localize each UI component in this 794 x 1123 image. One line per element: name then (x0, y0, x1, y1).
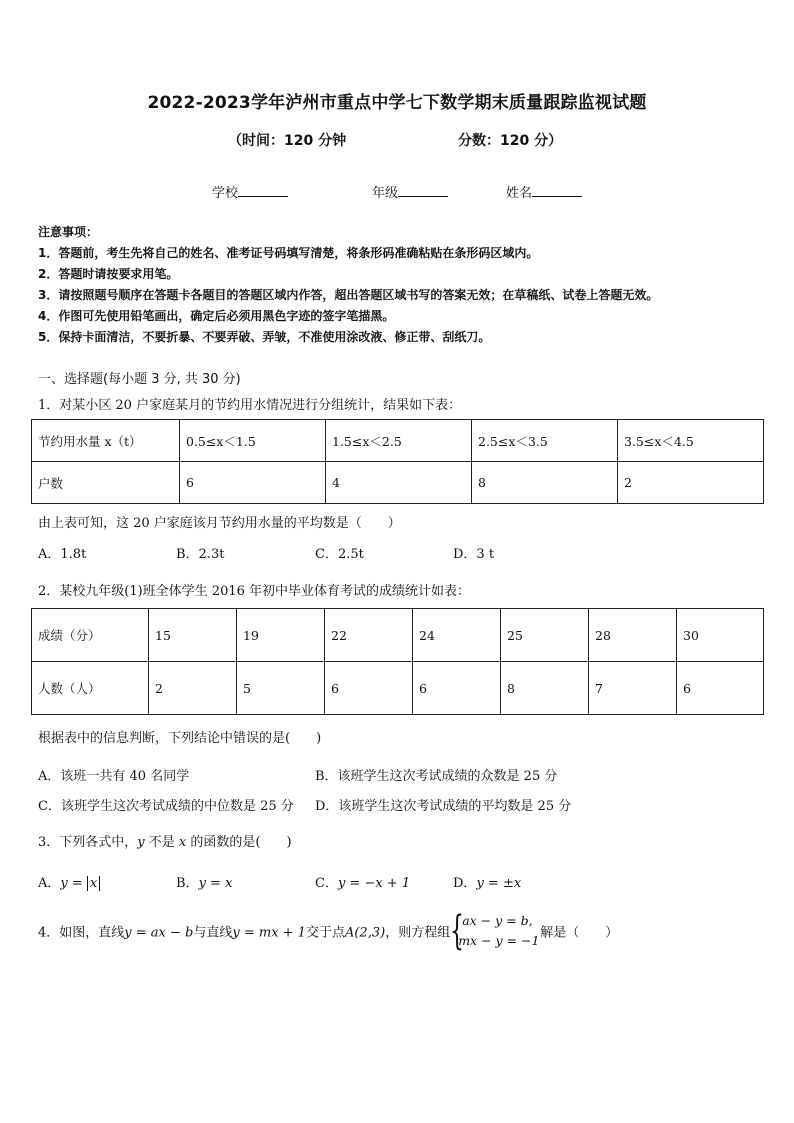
q4-point: A(2,3) (344, 925, 386, 941)
table-cell: 0.5≤x＜1.5 (180, 420, 326, 462)
q3-stem-post: 的函数的是( ) (186, 835, 292, 850)
q4-line1: y = ax − b (124, 925, 194, 941)
exam-time: （时间：120 分钟 (228, 133, 347, 149)
q3-stem-y: y (137, 835, 145, 850)
table-cell: 人数（人） (32, 662, 149, 715)
q1-option-b[interactable]: B．2.3t (176, 547, 225, 562)
table-cell: 19 (237, 609, 325, 662)
q1-stem: 1．对某小区 20 户家庭某月的节约用水情况进行分组统计，结果如下表： (38, 398, 462, 413)
note-item: 1．答题前，考生先将自己的姓名、准考证号码填写清楚，将条形码准确粘贴在条形码区域内。 (38, 246, 539, 260)
note-item: 3．请按照题号顺序在答题卡各题目的答题区域内作答，超出答题区域书写的答案无效；在草稿纸、试卷上答题无效。 (38, 288, 659, 302)
table-cell: 24 (413, 609, 501, 662)
table-row (32, 420, 764, 462)
q2-option-a[interactable]: A．该班一共有 40 名同学 (38, 769, 190, 784)
grade-blank[interactable] (398, 184, 448, 197)
exam-score: 分数：120 分） (458, 133, 563, 149)
q3-option-b-expr: y = x (198, 876, 233, 891)
table-cell: 5 (237, 662, 325, 715)
grade-label: 年级 (372, 186, 399, 201)
notes-heading: 注意事项： (38, 225, 99, 239)
q3-option-d-expr: y = ±x (476, 876, 522, 891)
q4-mid1: 与直线 (193, 925, 233, 941)
brace-icon: { (450, 908, 465, 954)
q3-stem-mid: 不是 (144, 835, 179, 850)
q3-option-a-label: A． (38, 876, 61, 891)
q4-post: 解是（ ） (540, 925, 619, 941)
q2-option-c[interactable]: C．该班学生这次考试成绩的中位数是 25 分 (38, 799, 294, 814)
table-cell: 成绩（分） (32, 609, 149, 662)
q3-option-b-label: B． (176, 876, 199, 891)
q4-equation-system (450, 908, 540, 954)
q1-question: 由上表可知，这 20 户家庭该月节约用水量的平均数是（ ） (38, 516, 401, 531)
name-label: 姓名 (506, 186, 533, 201)
q3-option-c[interactable] (315, 872, 410, 891)
q4-pre: 4．如图，直线 (38, 925, 125, 941)
q2-stem: 2．某校九年级(1)班全体学生 2016 年初中毕业体育考试的成绩统计如表： (38, 584, 471, 599)
q3-option-d[interactable] (453, 872, 521, 891)
grade-field[interactable] (372, 182, 448, 201)
table-cell: 28 (589, 609, 677, 662)
q1-option-c[interactable]: C．2.5t (315, 547, 364, 562)
q3-stem-pre: 3．下列各式中， (38, 835, 138, 850)
table-cell: 6 (325, 662, 413, 715)
table-cell: 4 (326, 462, 472, 504)
table-cell: 25 (501, 609, 589, 662)
q2-table (31, 608, 764, 715)
note-item: 4．作图可先使用铅笔画出，确定后必须用黑色字迹的签字笔描黑。 (38, 309, 395, 323)
school-field[interactable] (212, 182, 288, 201)
q2-question: 根据表中的信息判断，下列结论中错误的是( ) (38, 731, 322, 746)
table-cell: 6 (677, 662, 764, 715)
q3-option-b[interactable] (176, 872, 232, 891)
table-cell: 15 (149, 609, 237, 662)
table-cell: 8 (501, 662, 589, 715)
table-cell: 3.5≤x＜4.5 (618, 420, 764, 462)
table-cell: 2.5≤x＜3.5 (472, 420, 618, 462)
table-cell: 6 (413, 662, 501, 715)
q3-stem (38, 831, 292, 850)
table-row (32, 462, 764, 504)
q3-option-d-label: D． (453, 876, 477, 891)
q1-option-a[interactable]: A．1.8t (38, 547, 87, 562)
table-cell: 节约用水量 x（t） (32, 420, 180, 462)
q3-option-a-expr: y = (60, 876, 83, 891)
table-cell: 1.5≤x＜2.5 (326, 420, 472, 462)
table-cell: 户数 (32, 462, 180, 504)
note-item: 5．保持卡面清洁，不要折暴、不要弄破、弄皱，不准使用涂改液、修正带、刮纸刀。 (38, 330, 491, 344)
q4-mid2: 交于点 (305, 925, 345, 941)
school-blank[interactable] (238, 184, 288, 197)
table-cell: 2 (618, 462, 764, 504)
school-label: 学校 (212, 186, 239, 201)
q3-option-c-expr: y = −x + 1 (337, 876, 411, 891)
q2-option-b[interactable]: B．该班学生这次考试成绩的众数是 25 分 (315, 769, 558, 784)
q3-option-c-label: C． (315, 876, 338, 891)
q1-option-d[interactable]: D．3 t (453, 547, 495, 562)
q3-stem-x: x (178, 835, 187, 850)
q2-option-d[interactable]: D．该班学生这次考试成绩的平均数是 25 分 (315, 799, 572, 814)
q4-mid3: ，则方程组 (385, 925, 451, 941)
section-heading: 一、选择题(每小题 3 分, 共 30 分) (38, 372, 241, 387)
table-cell: 22 (325, 609, 413, 662)
table-row (32, 662, 764, 715)
table-cell: 8 (472, 462, 618, 504)
table-cell: 2 (149, 662, 237, 715)
table-cell: 30 (677, 609, 764, 662)
q4-eq2: mx − y = −1 (458, 933, 540, 948)
q4-line2: y = mx + 1 (232, 925, 306, 941)
table-cell: 7 (589, 662, 677, 715)
table-row (32, 609, 764, 662)
q4-eq1: ax − y = b, (462, 913, 533, 928)
page-title: 2022-2023学年泸州市重点中学七下数学期末质量跟踪监视试题 (147, 93, 647, 113)
table-cell: 6 (180, 462, 326, 504)
notes-block (38, 222, 768, 348)
q1-table (31, 419, 764, 504)
q3-option-a[interactable] (38, 872, 100, 891)
name-blank[interactable] (532, 184, 582, 197)
name-field[interactable] (506, 182, 582, 201)
note-item: 2．答题时请按要求用笔。 (38, 267, 179, 281)
q3-option-a-abs: x (87, 876, 100, 891)
q4-stem (38, 908, 619, 954)
